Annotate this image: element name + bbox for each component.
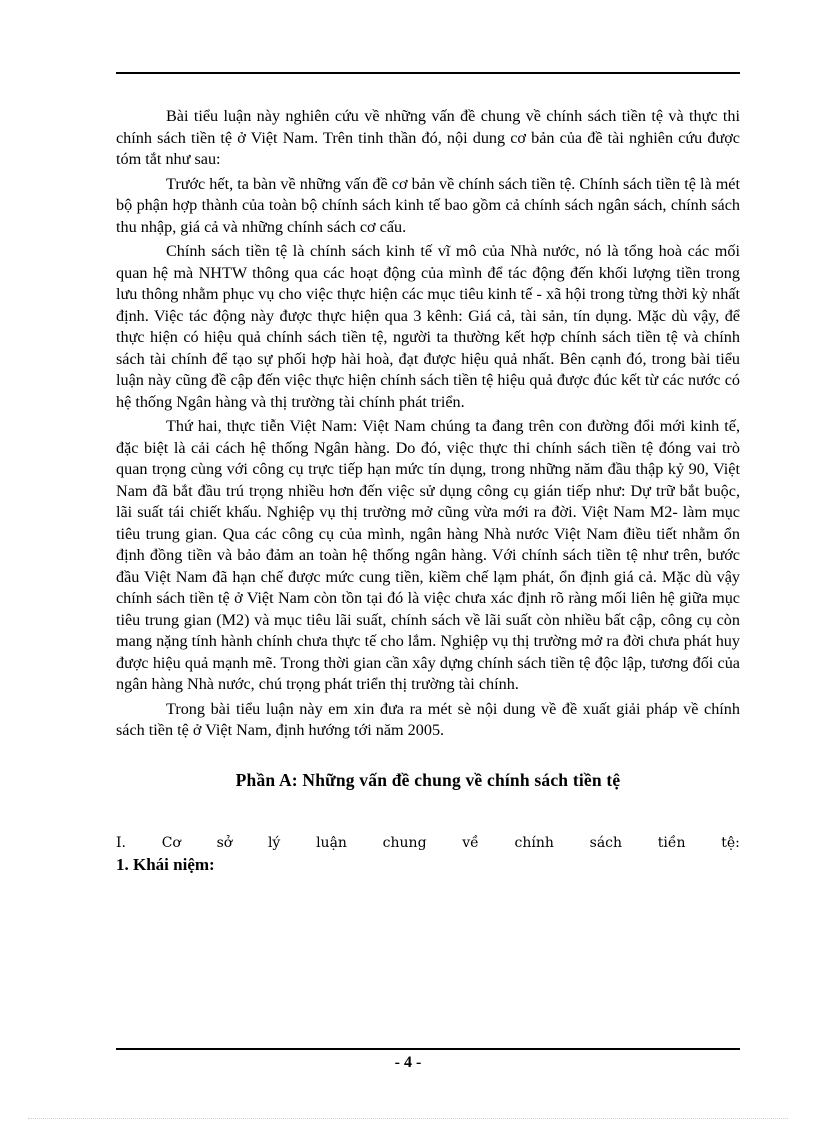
subsection-1-heading: 1. Khái niệm: [116, 854, 215, 874]
paragraph-intro: Bài tiểu luận này nghiên cứu về những vấn đề chung về chính sách tiền tệ và thực thi chính sách tiền tệ ở Việt Nam. Trên tinh thần đó, nội dung cơ bản của đề tài nghiên cứu được tóm tắt như sau: [116, 107, 740, 168]
section-i-word: lý [267, 835, 281, 851]
section-i-word: I. [116, 835, 126, 851]
paragraph-definition: Chính sách tiền tệ là chính sách kinh tế vĩ mô của Nhà nước, nó là tổng hoà các mối quan hệ mà NHTW thông qua các hoạt động của mình để tác động đến khối lượng tiền trong lưu thông nhằm phục vụ cho việc thực hiện các mục tiêu kinh tế - xã hội trong từng thời kỳ nhất định. Việc tác động này được thực hiện qua 3 kênh: Giá cả, tài sản, tín dụng. Mặc dù vậy, để thực hiện có hiệu quả chính sách tiền tệ, người ta thường kết hợp chính sách tiền tệ và chính sách tài chính để tạo sự phối hợp hài hoà, đạt được hiệu quả nhất. Bên cạnh đó, trong bài tiểu luận này cũng đề cập đến việc thực hiện chính sách tiền tệ hiệu quả được đúc kết từ các nước có hệ thống Ngân hàng và thị trường tài chính phát triển. [116, 242, 740, 411]
section-i-word: Cơ [161, 835, 181, 851]
paragraph-first: Trước hết, ta bàn về những vấn đề cơ bản về chính sách tiền tệ. Chính sách tiền tệ là mét bộ phận hợp thành của toàn bộ chính sách kinh tế bao gồm cả chính sách ngân sách, chính sách thu nhập, giá cả và những chính sách cơ cấu. [116, 174, 740, 236]
section-i-word: sở [216, 835, 233, 851]
paragraph-vietnam-practice: Thứ hai, thực tiễn Việt Nam: Việt Nam chúng ta đang trên con đường đổi mới kinh tế, đặc biệt là cải cách hệ thống Ngân hàng. Do đó, việc thực thi chính sách tiền tệ đóng vai trò quan trọng cùng với công cụ trực tiếp hạn mức tín dụng, trong những năm đầu thập kỷ 90, Việt Nam đã bắt đầu trú trọng nhiều hơn đến việc sử dụng công cụ gián tiếp như: Dự trữ bắt buộc, lãi suất tái chiết khấu. Nghiệp vụ thị trường mở cũng vừa mới ra đời. Việt Nam M2- làm mục tiêu trung gian. Qua các công cụ của mình, ngân hàng Nhà nước Việt Nam điều tiết nhằm ổn định đồng tiền và bảo đảm an toàn hệ thống ngân hàng. Với chính sách tiền tệ như trên, bước đầu Việt Nam đã hạn chế được mức cung tiền, kiềm chế lạm phát, ổn định giá cả. Mặc dù vậy chính sách tiền tệ ở Việt Nam còn tồn tại đó là việc chưa xác định rõ ràng mối liên hệ giữa mục tiêu trung gian (M2) và mục tiêu lãi suất, chính sách về lãi suất còn nhiều bất cập, công cụ còn mang nặng tính hành chính chưa thực tế cho lắm. Nghiệp vụ thị trường mở ra đời chưa phát huy được hiệu quả mạnh mẽ. Trong thời gian cần xây dựng chính sách tiền tệ độc lập, tương đối của ngân hàng Nhà nước, chú trọng phát triển thị trường tài chính. [116, 417, 740, 693]
section-i-word: chính [514, 835, 554, 851]
document-body [116, 106, 740, 875]
footer-rule [116, 1048, 740, 1050]
page-number: - 4 - [394, 1054, 422, 1071]
section-i-word: luận [316, 835, 347, 851]
section-i-word: tiền [657, 835, 686, 851]
part-a-heading: Phần A: Những vấn đề chung về chính sách tiền tệ [235, 769, 621, 790]
section-i-heading [116, 833, 740, 855]
page-boundary [28, 1118, 788, 1119]
paragraph-proposal: Trong bài tiểu luận này em xin đưa ra mét sè nội dung về đề xuất giải pháp về chính sách tiền tệ ở Việt Nam, định hướng tới năm 2005. [116, 699, 740, 739]
section-i-word: về [462, 835, 479, 851]
section-i-word: sách [589, 835, 623, 851]
section-i-word: chung [382, 835, 427, 851]
section-i-word: tệ: [721, 835, 740, 851]
header-rule [116, 72, 740, 74]
